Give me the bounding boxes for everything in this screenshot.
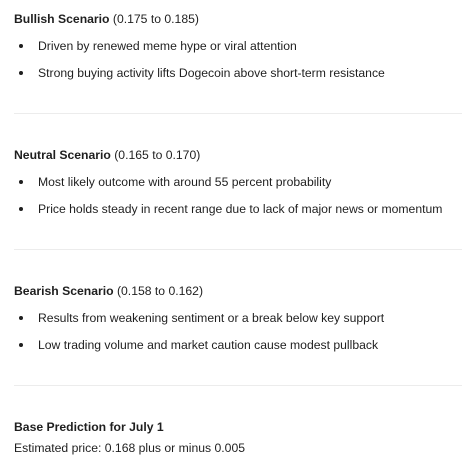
section-divider xyxy=(14,113,462,114)
list-item xyxy=(14,65,464,81)
bullet-dot xyxy=(19,180,23,184)
list-item xyxy=(14,174,464,190)
list-item-text: Low trading volume and market caution cause modest pullback xyxy=(38,338,379,352)
scenario-range: (0.175 to 0.185) xyxy=(112,12,199,26)
bullet-dot xyxy=(19,343,23,347)
scenario-bullets-neutral xyxy=(14,174,464,217)
list-item xyxy=(14,337,464,353)
base-prediction-title: Base Prediction for July 1 xyxy=(14,420,164,434)
scenario-bullets-bearish xyxy=(14,310,464,353)
scenario-title: Neutral Scenario xyxy=(14,148,111,162)
scenario-title: Bearish Scenario xyxy=(14,284,114,298)
scenario-range: (0.165 to 0.170) xyxy=(114,148,201,162)
bullet-dot xyxy=(19,44,23,48)
list-item xyxy=(14,310,464,326)
scenario-range: (0.158 to 0.162) xyxy=(116,284,204,298)
list-item xyxy=(14,201,464,217)
section-divider xyxy=(14,249,462,250)
list-item-text: Results from weakening sentiment or a break below key support xyxy=(38,311,385,325)
list-item-text: Price holds steady in recent range due to lack of major news or momentum xyxy=(38,202,443,216)
base-prediction-text: Estimated price: 0.168 plus or minus 0.005 xyxy=(14,441,246,455)
bullet-dot xyxy=(19,71,23,75)
list-item-text: Most likely outcome with around 55 percent probability xyxy=(38,175,332,189)
list-item xyxy=(14,38,464,54)
scenario-heading-neutral xyxy=(14,147,200,163)
section-divider xyxy=(14,385,462,386)
bullet-dot xyxy=(19,316,23,320)
scenario-bullets-bullish xyxy=(14,38,464,81)
scenario-heading-bearish xyxy=(14,283,203,299)
bullet-dot xyxy=(19,207,23,211)
list-item-text: Driven by renewed meme hype or viral attention xyxy=(38,39,297,53)
list-item-text: Strong buying activity lifts Dogecoin above short-term resistance xyxy=(38,66,385,80)
scenario-title: Bullish Scenario xyxy=(14,12,110,26)
scenario-heading-bullish xyxy=(14,11,199,27)
